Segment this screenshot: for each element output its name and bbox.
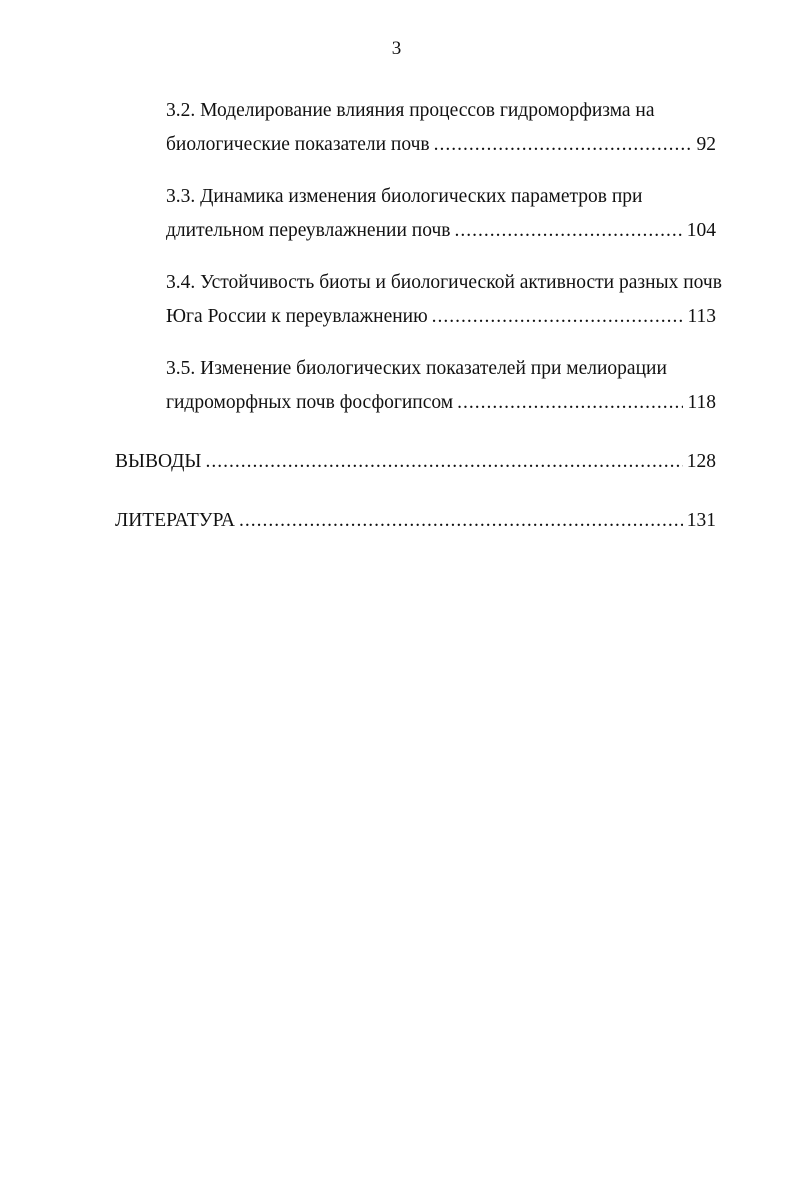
toc-conclusions-title: ВЫВОДЫ: [115, 451, 202, 472]
toc-entry-3-2[interactable]: [166, 133, 716, 157]
toc-entry-3-3-line2: длительном переувлажнении почв: [166, 220, 451, 241]
toc-entry-references[interactable]: [115, 509, 716, 533]
dot-leader: [434, 133, 693, 157]
toc-entry-3-4-line1: 3.4. Устойчивость биоты и биологической активности разных почв: [166, 272, 722, 293]
dot-leader: [432, 305, 684, 329]
dot-leader: [457, 391, 683, 415]
toc-entry-3-2-line2: биологические показатели почв: [166, 134, 430, 155]
toc-entry-3-2-line1: 3.2. Моделирование влияния процессов гидроморфизма на: [166, 100, 655, 121]
toc-entry-3-4-line2: Юга России к переувлажнению: [166, 306, 428, 327]
toc-entry-3-4-page: 113: [687, 306, 716, 327]
toc-references-title: ЛИТЕРАТУРА: [115, 510, 235, 531]
page-number: 3: [391, 38, 402, 59]
toc-entry-3-2-page: 92: [696, 134, 716, 155]
toc-entry-3-5[interactable]: [166, 391, 716, 415]
toc-entry-3-5-page: 118: [687, 392, 716, 413]
toc-entry-3-3-page: 104: [686, 220, 716, 241]
toc-entry-3-3-line1: 3.3. Динамика изменения биологических параметров при: [166, 186, 643, 207]
dot-leader: [239, 509, 683, 533]
toc-entry-3-3[interactable]: [166, 219, 716, 243]
toc-conclusions-page: 128: [686, 451, 716, 472]
dot-leader: [205, 450, 682, 474]
toc-entry-3-5-line1: 3.5. Изменение биологических показателей при мелиорации: [166, 358, 667, 379]
toc-entry-3-4[interactable]: [166, 305, 716, 329]
toc-entry-3-5-line2: гидроморфных почв фосфогипсом: [166, 392, 454, 413]
toc-references-page: 131: [686, 510, 716, 531]
toc-entry-conclusions[interactable]: [115, 450, 716, 474]
dot-leader: [454, 219, 682, 243]
